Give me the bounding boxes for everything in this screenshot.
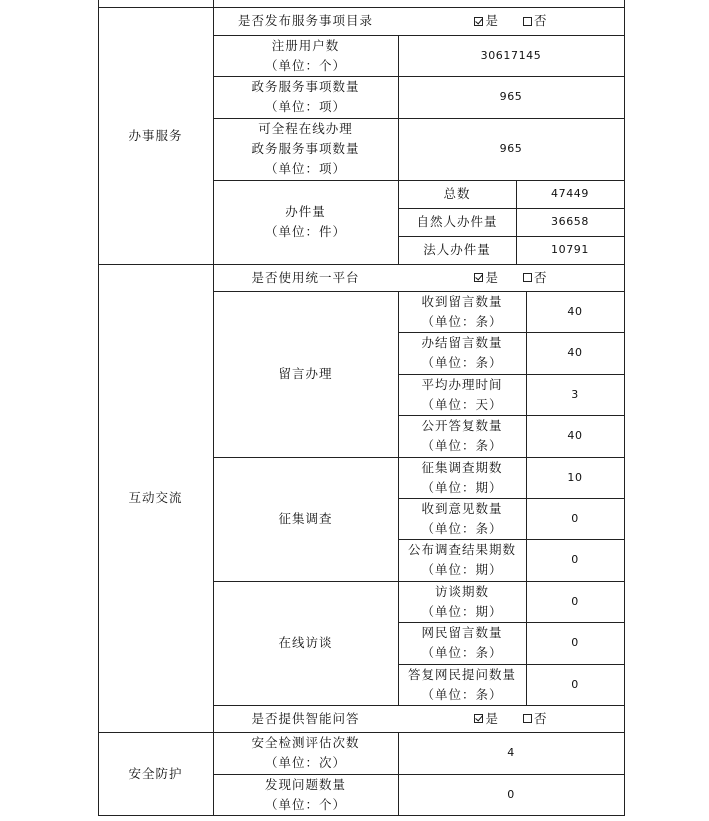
label-unit: （单位：条） <box>421 686 503 702</box>
option-text: 是 <box>485 13 499 28</box>
label-text: 征集调查 <box>278 511 333 526</box>
volume-natural-label <box>398 208 516 236</box>
catalog-label <box>213 7 398 35</box>
survey-opinions-label <box>398 498 526 539</box>
value-text: 40 <box>567 429 583 442</box>
platform-yes-no <box>398 264 624 291</box>
value-text: 40 <box>567 346 583 359</box>
interview-periods-value <box>526 581 624 622</box>
checked-checkbox-icon <box>474 714 483 723</box>
interview-messages-label <box>398 622 526 664</box>
label-unit: （单位：期） <box>421 603 503 619</box>
volume-total-value <box>516 180 624 208</box>
interview-label <box>213 581 398 705</box>
label-unit: （单位：条） <box>421 313 503 329</box>
survey-periods-label <box>398 457 526 498</box>
label-text: 总数 <box>443 186 471 201</box>
label-line: 可全程在线办理 <box>258 121 353 136</box>
online-value <box>398 118 624 180</box>
option-yes[interactable] <box>474 11 499 31</box>
value-text: 3 <box>571 387 579 401</box>
msg-public-value <box>526 415 624 457</box>
value-text: 0 <box>571 553 579 566</box>
label-unit: （单位：项） <box>264 99 346 114</box>
label-unit: （单位：次） <box>264 755 346 770</box>
volume-total-label <box>398 180 516 208</box>
users-label <box>213 35 398 76</box>
volume-natural-value <box>516 208 624 236</box>
option-yes[interactable] <box>474 268 499 288</box>
option-no[interactable] <box>523 709 548 729</box>
survey-results-label <box>398 539 526 581</box>
survey-label <box>213 457 398 581</box>
interview-answers-label <box>398 664 526 705</box>
msg-time-value <box>526 374 624 415</box>
platform-label <box>213 264 398 291</box>
value-text: 0 <box>571 594 579 608</box>
label-line: 征集调查期数 <box>421 459 503 475</box>
msg-done-value <box>526 332 624 374</box>
label-unit: （单位：条） <box>421 355 503 370</box>
msg-public-label <box>398 415 526 457</box>
option-text: 否 <box>534 269 548 285</box>
option-text: 是 <box>485 269 499 285</box>
label-line: 收到意见数量 <box>421 500 503 516</box>
online-label <box>213 118 398 180</box>
label-line: 收到留言数量 <box>421 293 503 309</box>
rule <box>624 0 625 816</box>
value-text: 0 <box>571 636 579 649</box>
checked-checkbox-icon <box>474 273 483 282</box>
option-text: 否 <box>534 13 548 28</box>
catalog-yes-no <box>398 7 624 35</box>
label-unit: （单位：期） <box>421 479 503 495</box>
label-unit: （单位：条） <box>421 520 503 536</box>
option-text: 否 <box>534 710 548 726</box>
label-unit: （单位：条） <box>421 438 503 453</box>
value-text: 0 <box>507 787 515 801</box>
value-text: 965 <box>499 90 523 103</box>
volume-label <box>213 180 398 264</box>
value-text: 30617145 <box>480 48 542 62</box>
interview-answers-value <box>526 664 624 705</box>
msg-time-label <box>398 374 526 415</box>
value-text: 0 <box>571 677 579 691</box>
issues-value <box>398 774 624 815</box>
checks-value <box>398 732 624 774</box>
survey-results-value <box>526 539 624 581</box>
label-unit: （单位：个） <box>264 57 346 73</box>
qa-yes-no <box>398 705 624 732</box>
volume-legal-label <box>398 236 516 264</box>
value-text: 10 <box>567 470 583 484</box>
label-line: 公布调查结果期数 <box>407 542 516 557</box>
items-label <box>213 76 398 118</box>
section-text: 安全防护 <box>128 765 183 781</box>
section-text: 互动交流 <box>128 490 183 505</box>
volume-legal-value <box>516 236 624 264</box>
label-text: 自然人办件量 <box>416 214 498 229</box>
checked-checkbox-icon <box>474 17 483 26</box>
unchecked-checkbox-icon <box>523 17 532 26</box>
items-value <box>398 76 624 118</box>
label-text: 是否提供智能问答 <box>251 710 360 726</box>
section-label-service <box>98 7 213 264</box>
label-unit: （单位：天） <box>421 396 503 412</box>
section-text: 办事服务 <box>128 127 183 143</box>
option-no[interactable] <box>523 11 548 31</box>
msg-done-label <box>398 332 526 374</box>
label-line: 答复网民提问数量 <box>407 666 516 682</box>
label-line: 注册用户数 <box>271 37 340 53</box>
value-text: 0 <box>571 511 579 525</box>
label-line: 网民留言数量 <box>421 625 503 640</box>
label-unit: （单位：条） <box>421 645 503 660</box>
label-text: 留言办理 <box>278 366 333 381</box>
message-label <box>213 291 398 457</box>
value-text: 47449 <box>551 187 589 200</box>
qa-label <box>213 705 398 732</box>
label-text: 是否发布服务事项目录 <box>237 13 373 28</box>
rule <box>98 815 625 816</box>
label-line: 政务服务事项数量 <box>251 79 360 94</box>
label-text: 在线访谈 <box>278 635 333 650</box>
label-line: 安全检测评估次数 <box>251 735 360 750</box>
option-no[interactable] <box>523 268 548 288</box>
value-text: 965 <box>499 142 523 155</box>
label-line: 访谈期数 <box>434 583 489 599</box>
value-text: 4 <box>507 746 515 759</box>
value-text: 36658 <box>551 215 589 228</box>
issues-label <box>213 774 398 815</box>
unchecked-checkbox-icon <box>523 714 532 723</box>
users-value <box>398 35 624 76</box>
label-line: 公开答复数量 <box>421 418 503 433</box>
msg-received-label <box>398 291 526 332</box>
msg-received-value <box>526 291 624 332</box>
label-line: 办件量 <box>285 204 326 219</box>
checks-label <box>213 732 398 774</box>
survey-opinions-value <box>526 498 624 539</box>
label-line: 发现问题数量 <box>264 776 346 792</box>
survey-periods-value <box>526 457 624 498</box>
value-text: 10791 <box>551 243 589 256</box>
label-unit: （单位：件） <box>264 224 346 239</box>
section-label-security <box>98 732 213 815</box>
label-unit: （单位：期） <box>421 562 503 577</box>
label-line: 平均办理时间 <box>421 376 503 392</box>
option-yes[interactable] <box>474 709 499 729</box>
label-unit: （单位：项） <box>264 161 346 176</box>
section-label-interaction <box>98 264 213 732</box>
value-text: 40 <box>567 304 583 318</box>
label-unit: （单位：个） <box>264 796 346 812</box>
label-text: 是否使用统一平台 <box>251 269 360 285</box>
label-text: 法人办件量 <box>423 242 491 257</box>
option-text: 是 <box>485 710 499 726</box>
interview-messages-value <box>526 622 624 664</box>
interview-periods-label <box>398 581 526 622</box>
label-line: 政务服务事项数量 <box>251 141 360 156</box>
unchecked-checkbox-icon <box>523 273 532 282</box>
label-line: 办结留言数量 <box>421 335 503 350</box>
